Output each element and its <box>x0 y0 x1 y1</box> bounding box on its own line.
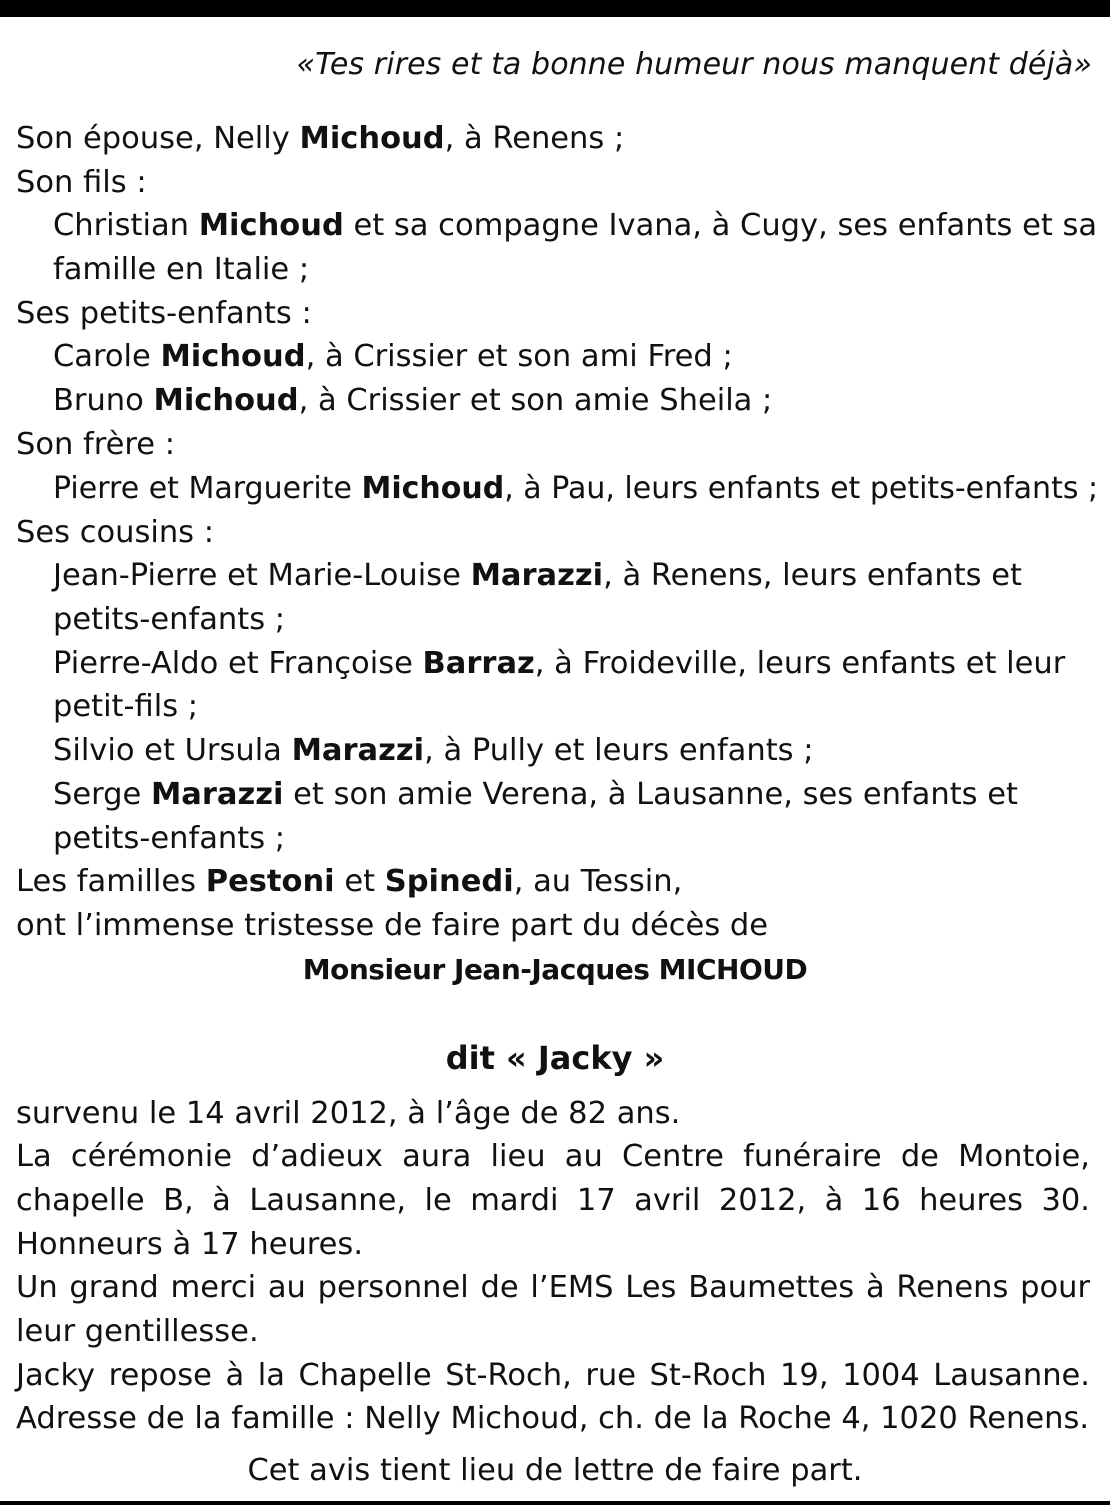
family-line-cousin-serge-cont <box>53 821 286 856</box>
deceased-name: Monsieur Jean-Jacques MICHOUD <box>302 953 808 986</box>
deceased-nickname: dit « Jacky » <box>445 1039 665 1077</box>
family-line-other-families <box>16 864 683 899</box>
line-text: Serge <box>53 777 151 812</box>
line-text: Les familles <box>16 864 206 899</box>
family-line-cousin-serge <box>53 777 1018 812</box>
line-text: Ses petits-enfants : <box>16 296 312 331</box>
line-text: , à Crissier et son amie Sheila ; <box>298 383 773 418</box>
line-text: Bruno <box>53 383 154 418</box>
family-line-cousin-silvio <box>53 733 814 768</box>
thanks-line-2: leur gentillesse. <box>16 1314 259 1349</box>
line-text: Jean-Pierre et Marie-Louise <box>53 558 471 593</box>
surname: Marazzi <box>291 733 425 768</box>
line-text: Pierre-Aldo et Françoise <box>53 646 423 681</box>
line-text: Silvio et Ursula <box>53 733 292 768</box>
family-line-son <box>53 208 1098 243</box>
line-text: Son fils : <box>16 165 147 200</box>
line-text: et son amie Verena, à Lausanne, ses enfants et <box>283 777 1018 812</box>
epigraph-quote: «Tes rires et ta bonne humeur nous manquent déjà» <box>296 47 1092 82</box>
line-text: petits-enfants ; <box>53 821 286 856</box>
line-text: , à Pully et leurs enfants ; <box>424 733 814 768</box>
line-text: , à Renens ; <box>444 121 625 156</box>
family-line-spouse <box>16 121 625 156</box>
ceremony-line-2: chapelle B, à Lausanne, le mardi 17 avril 2012, à 16 heures 30. <box>16 1183 1090 1218</box>
family-address-line: Adresse de la famille : Nelly Michoud, ch. de la Roche 4, 1020 Renens. <box>16 1401 1090 1436</box>
surname: Marazzi <box>470 558 604 593</box>
line-text: , à Crissier et son ami Fred ; <box>305 339 733 374</box>
family-line-grandchild-carole <box>53 339 733 374</box>
surname: Pestoni <box>205 864 335 899</box>
line-text: , à Froideville, leurs enfants et leur <box>534 646 1066 681</box>
line-text: , au Tessin, <box>513 864 683 899</box>
line-text: , à Renens, leurs enfants et <box>603 558 1022 593</box>
surname: Michoud <box>160 339 306 374</box>
surname: Michoud <box>361 471 505 506</box>
line-text: Pierre et Marguerite <box>53 471 362 506</box>
line-text: et <box>334 864 385 899</box>
family-line-cousin-jean-pierre <box>53 558 1022 593</box>
ceremony-line-3: Honneurs à 17 heures. <box>16 1227 364 1262</box>
family-line-brother <box>53 471 1099 506</box>
family-line-cousin-pierre-aldo-cont <box>53 689 199 724</box>
family-line-grandchild-bruno <box>53 383 773 418</box>
line-text: Christian <box>53 208 199 243</box>
announcement-line <box>16 908 769 943</box>
family-heading-cousins <box>16 515 215 550</box>
family-line-cousin-jean-pierre-cont <box>53 602 286 637</box>
surname: Michoud <box>299 121 445 156</box>
line-text: , à Pau, leurs enfants et petits-enfants ; <box>504 471 1099 506</box>
rest-place-line: Jacky repose à la Chapelle St-Roch, rue St-Roch 19, 1004 Lausanne. <box>16 1358 1090 1393</box>
line-text: Son épouse, Nelly <box>16 121 300 156</box>
surname: Barraz <box>422 646 535 681</box>
line-text: petits-enfants ; <box>53 602 286 637</box>
top-border <box>0 0 1110 17</box>
footer-note: Cet avis tient lieu de lettre de faire part. <box>247 1453 863 1488</box>
bottom-border <box>0 1501 1110 1505</box>
surname: Marazzi <box>150 777 284 812</box>
family-heading-brother <box>16 427 176 462</box>
ceremony-line-1: La cérémonie d’adieux aura lieu au Centre funéraire de Montoie, <box>16 1139 1090 1174</box>
family-line-cousin-pierre-aldo <box>53 646 1066 681</box>
thanks-line-1: Un grand merci au personnel de l’EMS Les Baumettes à Renens pour <box>16 1270 1090 1305</box>
family-heading-son <box>16 165 147 200</box>
surname: Spinedi <box>384 864 514 899</box>
line-text: Carole <box>53 339 161 374</box>
line-text: ont l’immense tristesse de faire part du décès de <box>16 908 769 943</box>
death-details: survenu le 14 avril 2012, à l’âge de 82 ans. <box>16 1096 681 1131</box>
surname: Michoud <box>198 208 344 243</box>
line-text: Son frère : <box>16 427 176 462</box>
family-line-son-cont <box>53 252 310 287</box>
family-heading-grandchildren <box>16 296 312 331</box>
surname: Michoud <box>153 383 299 418</box>
line-text: petit-fils ; <box>53 689 199 724</box>
line-text: et sa compagne Ivana, à Cugy, ses enfants et sa <box>343 208 1098 243</box>
line-text: Ses cousins : <box>16 515 215 550</box>
line-text: famille en Italie ; <box>53 252 310 287</box>
